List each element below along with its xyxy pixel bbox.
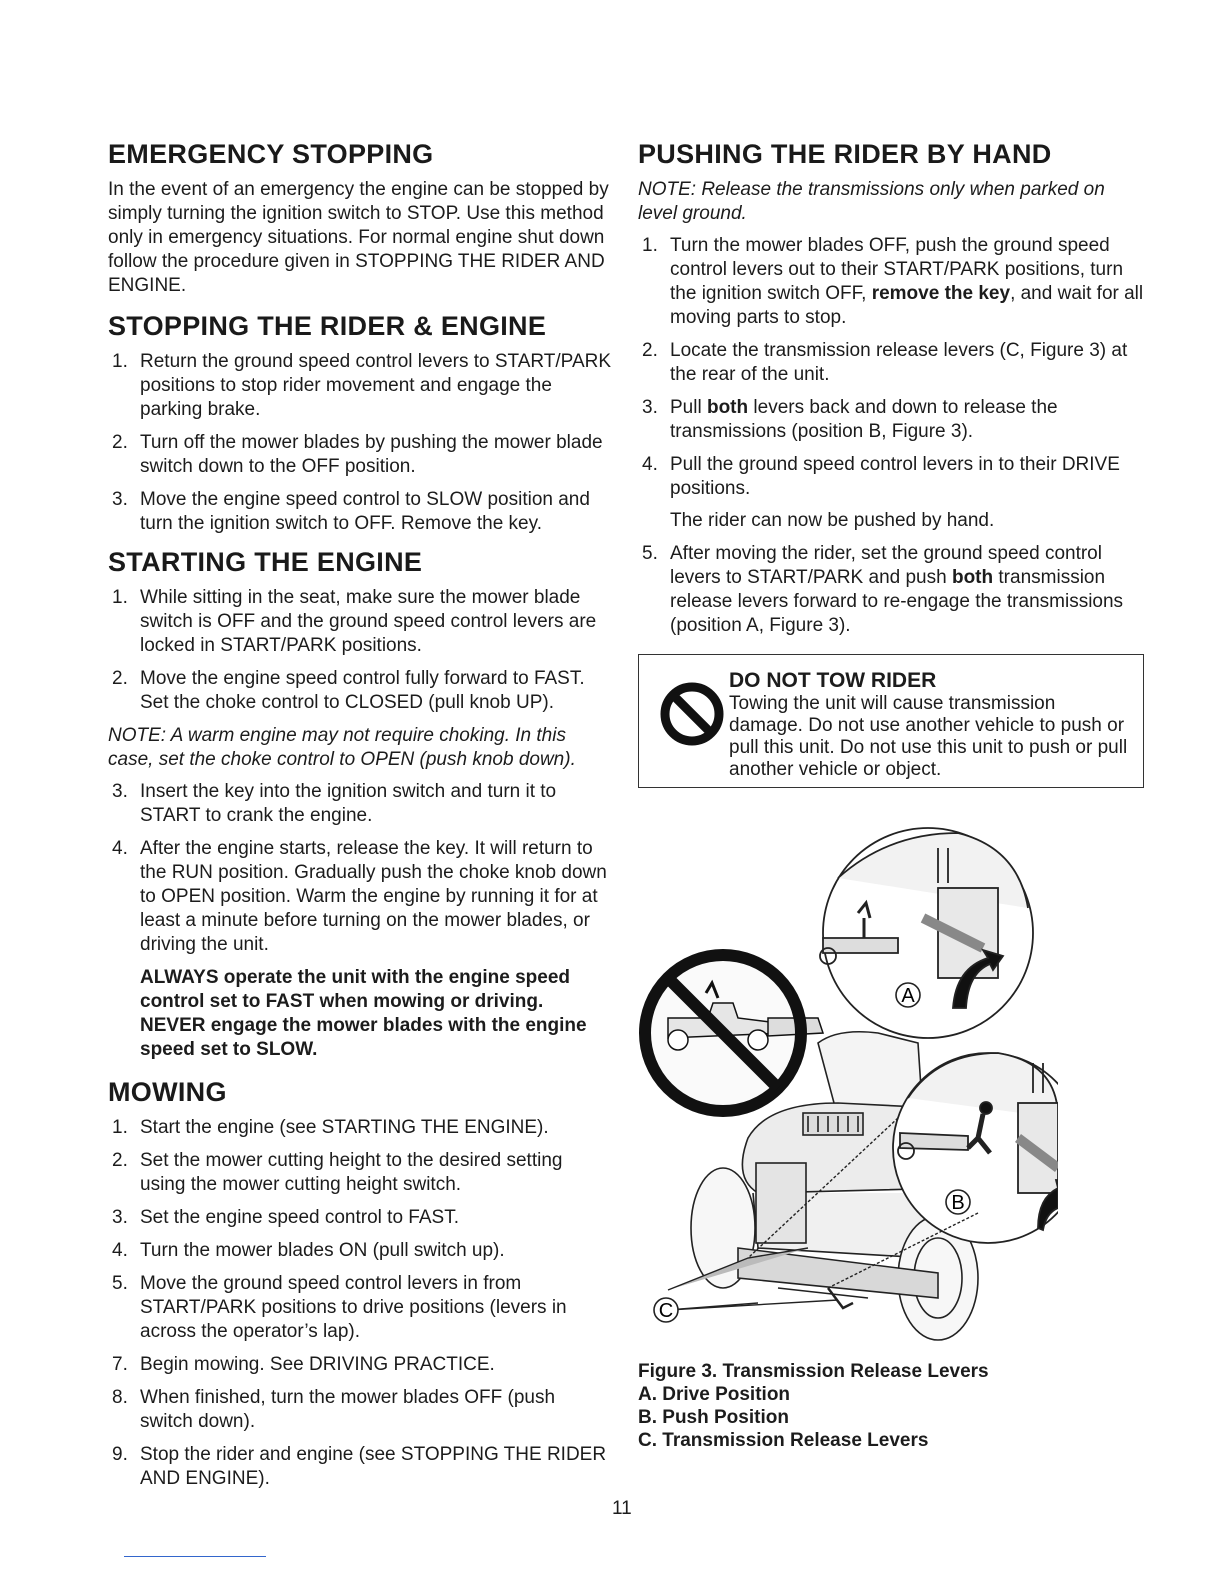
mowing-list	[108, 1116, 613, 1491]
caption-b: B. Push Position	[638, 1407, 789, 1428]
pushing-section	[638, 138, 1146, 638]
list-item: 1. Turn the mower blades OFF, push the ground speed control levers out to their START/PARK positions, turn the ignition switch OFF, remove the key, and wait for all moving parts to stop.	[642, 235, 1144, 328]
caption-c: C. Transmission Release Levers	[638, 1430, 929, 1451]
list-item: 4. Pull the ground speed control levers in to their DRIVE positions. The rider can now be pushed by hand.	[638, 453, 1146, 533]
callout-drive-position	[820, 828, 1033, 1038]
prohibition-icon	[657, 679, 727, 749]
list-item: 5. Move the ground speed control levers in from START/PARK positions to drive positions (levers in across the operator’s lap).	[112, 1273, 567, 1342]
list-item: 7. Begin mowing. See DRIVING PRACTICE.	[112, 1354, 495, 1375]
emergency-stopping-section	[108, 138, 613, 298]
list-item: 2. Locate the transmission release levers (C, Figure 3) at the rear of the unit.	[642, 340, 1128, 385]
list-item: 2. Turn off the mower blades by pushing the mower blade switch down to the OFF position.	[112, 432, 603, 477]
left-column	[108, 138, 613, 1501]
list-item: 8. When finished, turn the mower blades OFF (push switch down).	[112, 1387, 556, 1432]
do-not-tow-warning-box	[638, 654, 1144, 788]
caption-title: Figure 3. Transmission Release Levers	[638, 1361, 989, 1382]
stopping-heading: STOPPING THE RIDER & ENGINE	[108, 311, 547, 341]
pushing-list	[638, 234, 1146, 638]
warning-title: DO NOT TOW RIDER	[729, 669, 937, 692]
label-b: B	[951, 1192, 965, 1214]
label-a: A	[901, 985, 915, 1007]
list-item: 5. After moving the rider, set the ground speed control levers to START/PARK and push both transmission release levers forward to re-engage the transmissions (position A, Figure 3).	[642, 543, 1124, 636]
starting-list	[108, 586, 613, 715]
list-item: 1. While sitting in the seat, make sure the mower blade switch is OFF and the ground speed control levers are locked in START/PARK positions.	[112, 587, 597, 656]
stopping-list	[108, 350, 613, 536]
list-item: 3. Move the engine speed control to SLOW position and turn the ignition switch to OFF. Remove the key.	[112, 489, 590, 534]
label-c: C	[658, 1300, 674, 1322]
list-item: 9. Stop the rider and engine (see STOPPING THE RIDER AND ENGINE).	[112, 1444, 607, 1489]
list-item: 2. Move the engine speed control fully forward to FAST. Set the choke control to CLOSED (pull knob UP).	[112, 668, 585, 713]
mowing-section	[108, 1076, 613, 1491]
starting-note: NOTE: A warm engine may not require choking. In this case, set the choke control to OPEN (push knob down).	[108, 725, 576, 770]
list-item: 2. Set the mower cutting height to the desired setting using the mower cutting height switch.	[112, 1150, 563, 1195]
starting-section	[108, 546, 613, 1062]
list-item: 3. Pull both levers back and down to release the transmissions (position B, Figure 3).	[642, 397, 1058, 442]
mowing-heading: MOWING	[108, 1077, 227, 1107]
right-column	[638, 138, 1146, 788]
engine-speed-warning: ALWAYS operate the unit with the engine speed control set to FAST when mowing or driving. NEVER engage the mower blades with the engine speed set to SLOW.	[140, 967, 587, 1060]
list-item: 3. Set the engine speed control to FAST.	[112, 1207, 459, 1228]
starting-list-continued	[108, 780, 613, 957]
transmission-release-figure	[638, 818, 1058, 1358]
list-item: 1. Start the engine (see STARTING THE ENGINE).	[112, 1117, 549, 1138]
list-item: 4. After the engine starts, release the key. It will return to the RUN position. Gradually push the choke knob down to OPEN position. Warm the engine by running it for at least a minute before turning on the mower blades, or driving the unit.	[112, 838, 607, 955]
starting-heading: STARTING THE ENGINE	[108, 547, 423, 577]
pushing-subnote: The rider can now be pushed by hand.	[670, 510, 995, 531]
caption-a: A. Drive Position	[638, 1384, 791, 1405]
figure-caption	[638, 1360, 1058, 1452]
emergency-stopping-text: In the event of an emergency the engine can be stopped by simply turning the ignition switch to STOP. Use this method only in emergency situations. For normal engine shut down follow the procedure given in STOPPING THE RIDER AND ENGINE.	[108, 179, 609, 296]
bottom-rule	[124, 1556, 266, 1557]
list-item: 4. Turn the mower blades ON (pull switch up).	[112, 1240, 505, 1261]
list-item: 3. Insert the key into the ignition switch and turn it to START to crank the engine.	[112, 781, 557, 826]
list-item: 1. Return the ground speed control levers to START/PARK positions to stop rider movement and engage the parking brake.	[112, 351, 612, 420]
emergency-stopping-heading: EMERGENCY STOPPING	[108, 139, 434, 169]
warning-text: Towing the unit will cause transmission damage. Do not use another vehicle to push or pull this unit. Do not use this unit to push or pull another vehicle or object.	[729, 693, 1128, 780]
stopping-section	[108, 310, 613, 536]
pushing-note: NOTE: Release the transmissions only when parked on level ground.	[638, 179, 1105, 224]
page-number: 11	[612, 1498, 632, 1519]
pushing-heading: PUSHING THE RIDER BY HAND	[638, 139, 1052, 169]
no-tow-symbol	[641, 951, 823, 1115]
